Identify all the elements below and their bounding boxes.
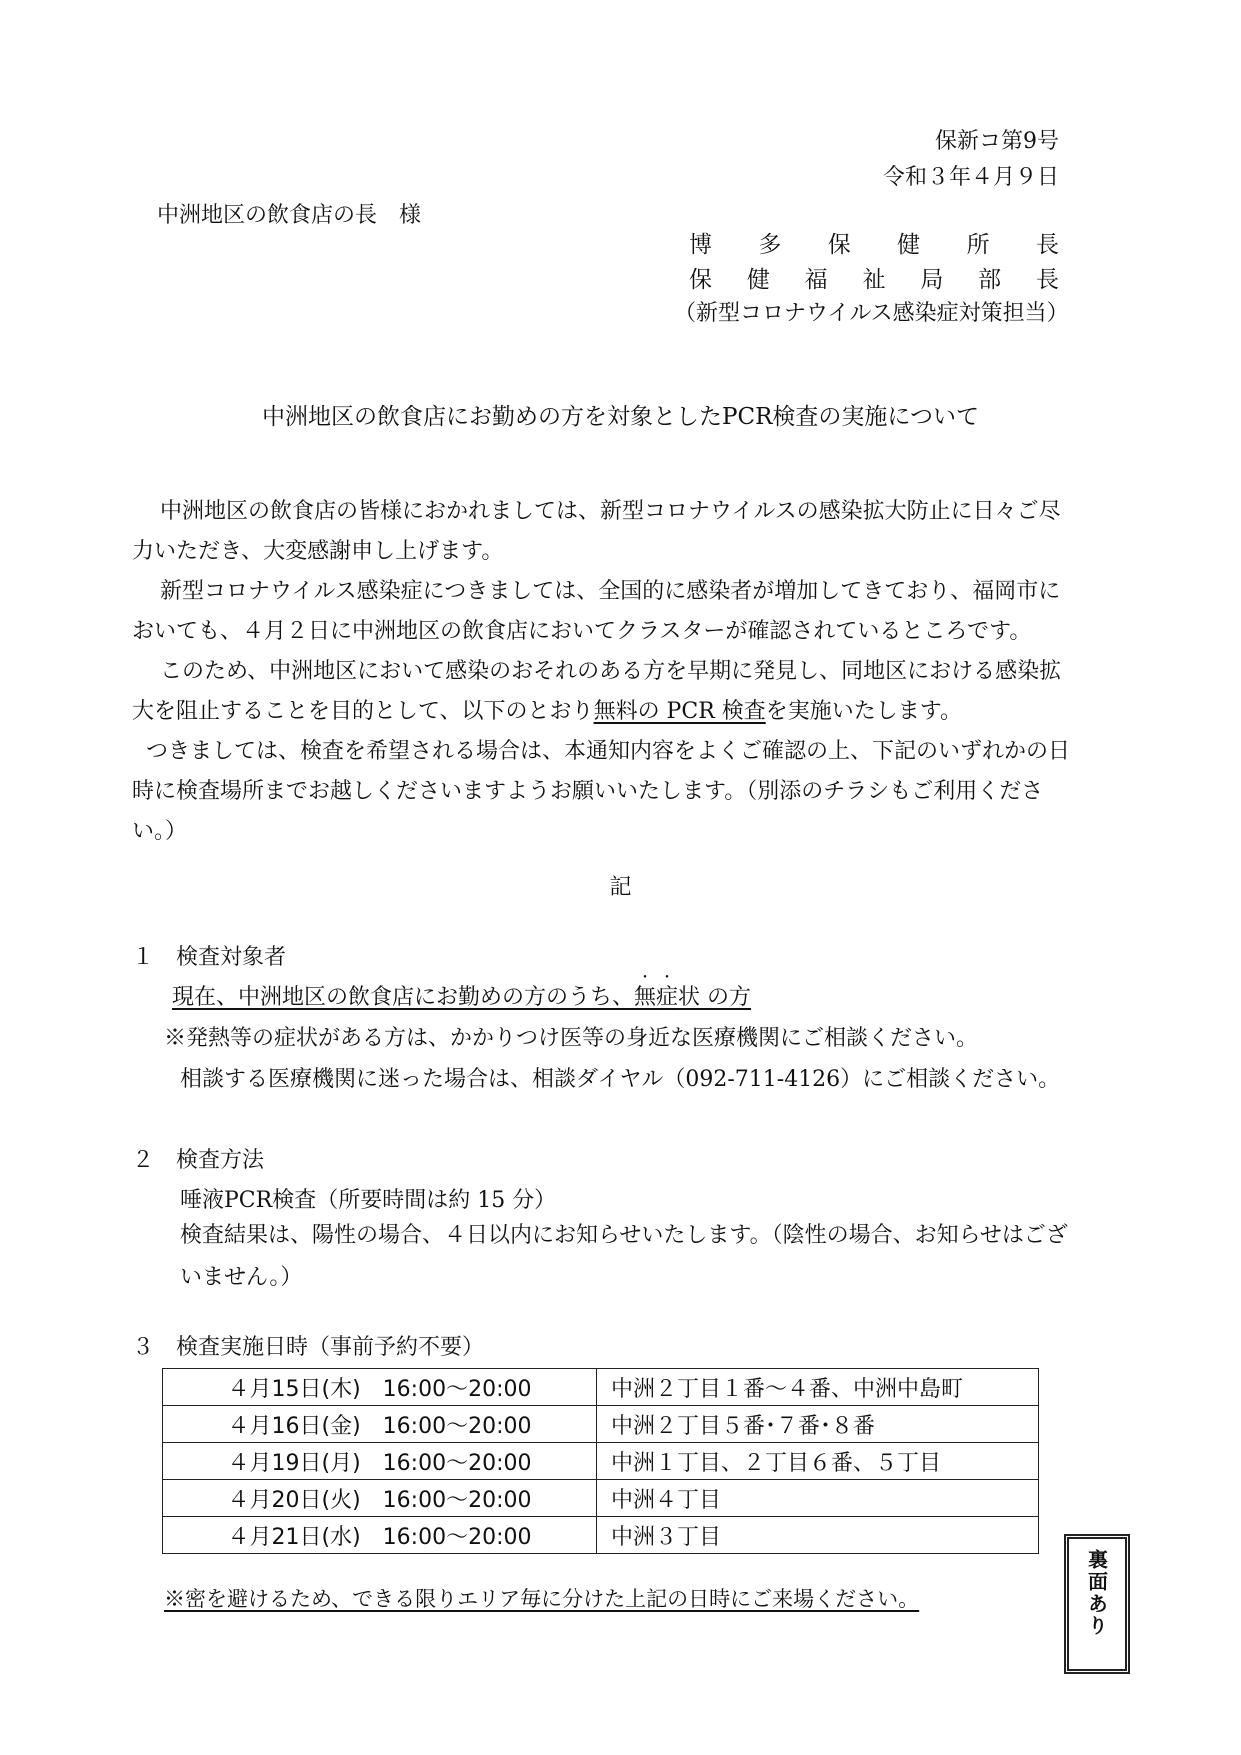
reverse-side-stamp [1064, 1534, 1130, 1674]
document-date: 令和３年４月９日 [882, 165, 1059, 190]
section-2-heading: ２ 検査方法 [132, 1148, 265, 1173]
paragraph-1: 中洲地区の飲食店の皆様におかれましては、新型コロナウイルスの感染拡大防止に日々ご尽力いただき、大変感謝申し上げます。 [132, 499, 1061, 564]
paragraph-3: このため、中洲地区において感染のおそれのある方を早期に発見し、同地区における感染拡大を阻止することを目的として、以下のとおり無料の PCR 検査を実施いたします。 [132, 659, 1062, 724]
issuer-line-2: 保 健 福 祉 局 部 長 [689, 267, 1059, 293]
note-consult-dial: 相談する医療機関に迷った場合は、相談ダイヤル（092-711-4126）にご相談ください。 [180, 1067, 1061, 1092]
test-method: 唾液PCR検査（所要時間は約 15 分） [180, 1188, 557, 1213]
schedule-datetime: ４月20日(火) 16:00～20:00 [163, 1480, 597, 1517]
table-row [163, 1443, 1039, 1480]
schedule-datetime: ４月19日(月) 16:00～20:00 [163, 1443, 597, 1480]
issuer-line-1: 博 多 保 健 所 長 [689, 232, 1059, 258]
schedule-datetime: ４月21日(水) 16:00～20:00 [163, 1517, 597, 1554]
section-3-heading: ３ 検査実施日時（事前予約不要） [132, 1335, 485, 1360]
table-row [163, 1369, 1039, 1406]
schedule-area: 中洲４丁目 [597, 1480, 1039, 1517]
test-target: 現在、中洲地区の飲食店にお勤めの方のうち、・ 無・ 症状 の方 [172, 980, 751, 1011]
schedule-table [162, 1368, 1039, 1554]
schedule-datetime: ４月16日(金) 16:00～20:00 [163, 1406, 597, 1443]
note-symptoms: ※発熱等の症状がある方は、かかりつけ医等の身近な医療機関にご相談ください。 [164, 1026, 979, 1051]
document-title: 中洲地区の飲食店にお勤めの方を対象としたPCR検査の実施について [262, 404, 979, 430]
schedule-footnote: ※密を避けるため、できる限りエリア毎に分けた上記の日時にご来場ください。 [164, 1587, 920, 1611]
paragraph-2: 新型コロナウイルス感染症につきましては、全国的に感染者が増加してきており、福岡市においても、４月２日に中洲地区の飲食店においてクラスターが確認されているところです。 [132, 579, 1061, 644]
table-row [163, 1517, 1039, 1554]
document-number: 保新コ第9号 [935, 129, 1059, 154]
reverse-side-label: 裏面あり [1084, 1549, 1109, 1637]
schedule-area: 中洲２丁目５番･７番･８番 [597, 1406, 1039, 1443]
schedule-area: 中洲２丁目１番～４番、中洲中島町 [597, 1369, 1039, 1406]
test-result-note: 検査結果は、陽性の場合、４日以内にお知らせいたします。（陰性の場合、お知らせはございません。） [180, 1223, 1068, 1290]
free-pcr-emphasis: 無料の PCR 検査 [593, 699, 766, 724]
table-row [163, 1480, 1039, 1517]
section-1-heading: １ 検査対象者 [132, 945, 287, 970]
addressee: 中洲地区の飲食店の長 様 [157, 203, 422, 228]
schedule-area: 中洲１丁目、２丁目６番、５丁目 [597, 1443, 1039, 1480]
paragraph-4: つきましては、検査を希望される場合は、本通知内容をよくご確認の上、下記のいずれかの日時に検査場所までお越しくださいますようお願いいたします。（別添のチラシもご利用ください。） [132, 739, 1071, 844]
table-row [163, 1406, 1039, 1443]
issuer-department: （新型コロナウイルス感染症対策担当） [674, 301, 1069, 326]
schedule-datetime: ４月15日(木) 16:00～20:00 [163, 1369, 597, 1406]
schedule-area: 中洲３丁目 [597, 1517, 1039, 1554]
ki-marker: 記 [609, 875, 632, 900]
